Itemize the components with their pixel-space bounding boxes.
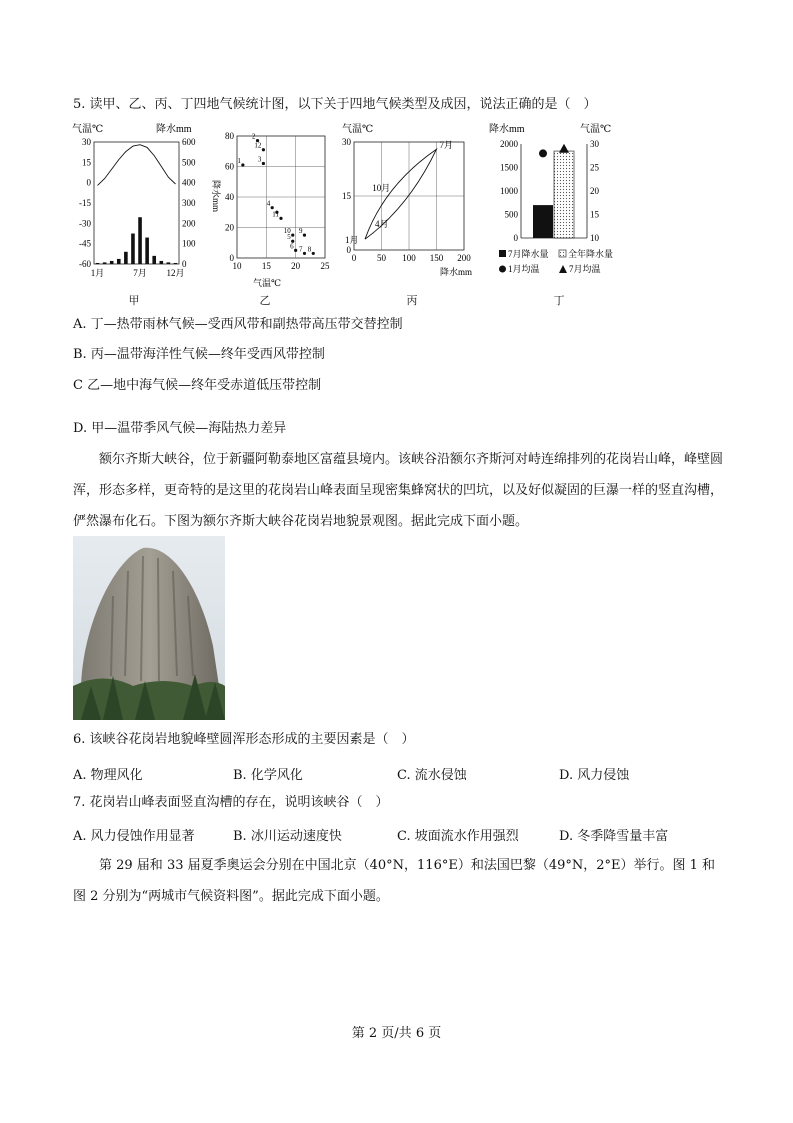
jia-bar — [103, 262, 107, 264]
yi-point — [303, 252, 306, 255]
yi-point — [262, 162, 265, 165]
yi-point-label: 12 — [254, 141, 262, 150]
jia-x-tick: 7月 — [133, 268, 147, 278]
q7-stem: 7. 花岗岩山峰表面竖直沟槽的存在，说明该峡谷（ ） — [73, 795, 389, 810]
jia-bar — [145, 238, 149, 264]
page-footer: 第 2 页/共 6 页 — [351, 1026, 442, 1041]
bing-y-tick: 15 — [342, 191, 351, 201]
yi-point — [294, 249, 297, 252]
yi-point-label: 4 — [266, 199, 271, 208]
jia-left-tick: 0 — [86, 177, 91, 188]
jia-label: 甲 — [128, 294, 140, 307]
q5-option-d: D. 甲—温带季风气候—海陆热力差异 — [73, 421, 287, 436]
bing-y-tick: 30 — [342, 137, 351, 147]
yi-point-label: 5 — [287, 233, 291, 242]
ding-left-tick: 1500 — [500, 162, 518, 173]
passage-olympics: 第 29 届和 33 届夏季奥运会分别在中国北京（40°N，116°E）和法国巴黎（49°N，2°E）举行。图 1 和图 2 分别为“两城市气候资料图”。据此完成下面小题。 — [73, 858, 716, 904]
ding-left-tick: 500 — [504, 209, 518, 220]
yi-label: 乙 — [259, 294, 271, 307]
yi-point-label: 7 — [298, 245, 303, 254]
ding-marker-jan-temp — [539, 149, 547, 157]
granite-landform-photo — [73, 536, 225, 720]
yi-point-label: 8 — [307, 245, 312, 254]
chart-yi — [205, 128, 335, 307]
yi-point-label: 1 — [237, 156, 241, 165]
ding-left-tick: 0 — [513, 233, 518, 243]
yi-x-tick: 25 — [320, 261, 330, 271]
ding-left-tick: 2000 — [500, 139, 518, 149]
ding-right-tick: 15 — [590, 209, 599, 220]
ding-label: 丁 — [553, 294, 565, 307]
jia-bar — [167, 262, 171, 264]
q5-stem: 5. 读甲、乙、丙、丁四地气候统计图，以下关于四地气候类型及成因，说法正确的是（ ） — [73, 97, 597, 112]
bing-month-label: 1月 — [345, 235, 359, 246]
bing-x-tick: 50 — [377, 253, 386, 263]
q5-option-c: C 乙—地中海气候—终年受赤道低压带控制 — [73, 378, 322, 393]
yi-y-tick: 0 — [229, 253, 234, 263]
yi-x-tick: 10 — [232, 261, 242, 271]
jia-left-tick: -15 — [79, 198, 91, 208]
bing-month-label: 10月 — [372, 183, 391, 194]
jia-bar — [124, 252, 128, 264]
bing-x-tick: 100 — [402, 253, 416, 263]
bing-ylabel: 气温℃ — [342, 124, 374, 135]
jia-left-tick: 15 — [82, 157, 91, 168]
jia-bar — [152, 256, 156, 264]
yi-point-label: 6 — [290, 242, 294, 251]
chart-jia-svg — [70, 122, 200, 287]
yi-point — [303, 234, 306, 237]
yi-point — [271, 206, 274, 209]
q6-option-d: D. 风力侵蚀 — [559, 768, 630, 783]
jia-left-tick: -60 — [79, 259, 91, 269]
yi-y-tick: 40 — [225, 192, 234, 202]
yi-point — [262, 148, 265, 151]
jia-bar — [96, 263, 100, 264]
ding-left-title: 降水mm — [489, 124, 525, 135]
jia-right-tick: 0 — [182, 259, 187, 269]
chart-jia — [70, 122, 200, 307]
jia-right-tick: 100 — [182, 238, 196, 249]
ding-legend-0: 7月降水量 — [508, 249, 549, 259]
bing-label: 丙 — [406, 294, 418, 307]
yi-point — [279, 217, 282, 220]
ding-right-tick: 30 — [590, 139, 599, 149]
ding-bar-july-precip — [533, 205, 553, 238]
chart-ding-svg — [487, 122, 627, 282]
jia-right-tick: 400 — [182, 177, 196, 188]
jia-bar — [159, 261, 163, 264]
yi-ylabel: 降水mm — [211, 180, 221, 213]
ding-bar-annual-precip — [554, 151, 574, 238]
q6-option-b: B. 化学风化 — [233, 768, 303, 783]
yi-x-tick: 20 — [291, 261, 301, 271]
bing-x-tick: 0 — [351, 253, 357, 263]
passage-erqisi: 额尔齐斯大峡谷，位于新疆阿勒泰地区富蕴县境内。该峡谷沿额尔齐斯河对峙连绵排列的花岗岩山峰，峰壁圆浑，形态多样，更奇特的是这里的花岗岩山峰表面呈现密集蜂窝状的凹坑，以及好似凝固的巨瀑一样的竖直沟槽，俨然瀑布化石。下图为额尔齐斯大峡谷花岗岩地貌景观图。据此完成下面小题。 — [73, 452, 724, 529]
ding-right-tick: 20 — [590, 186, 599, 196]
jia-x-tick: 1月 — [90, 268, 105, 278]
q6-option-c: C. 流水侵蚀 — [397, 768, 467, 783]
ding-right-title: 气温℃ — [580, 124, 612, 135]
yi-point-label: 10 — [283, 227, 291, 236]
yi-xlabel: 气温℃ — [252, 278, 282, 288]
ding-right-tick: 25 — [590, 162, 599, 173]
jia-right-tick: 600 — [182, 137, 196, 147]
chart-yi-svg — [205, 128, 335, 288]
q5-option-b: B. 丙—温带海洋性气候—终年受西风带控制 — [73, 347, 325, 362]
jia-right-tick: 500 — [182, 157, 196, 168]
yi-y-tick: 60 — [225, 161, 234, 172]
q7-option-d: D. 冬季降雪量丰富 — [559, 829, 669, 844]
q7-option-c: C. 坡面流水作用强烈 — [397, 829, 519, 844]
jia-bar — [110, 261, 114, 264]
jia-bar — [131, 234, 135, 265]
yi-point — [312, 252, 315, 255]
bing-month-label: 4月 — [375, 218, 389, 229]
jia-right-tick: 300 — [182, 198, 196, 208]
yi-point-label: 9 — [298, 227, 303, 236]
bing-xlabel: 降水mm — [440, 267, 473, 277]
bing-y-tick: 0 — [346, 245, 351, 255]
jia-left-tick: -30 — [79, 218, 91, 229]
jia-right-title: 降水mm — [156, 124, 192, 135]
yi-point-label: 2 — [252, 132, 256, 141]
yi-point-label: 3 — [257, 155, 262, 164]
q6-stem: 6. 该峡谷花岗岩地貌峰壁圆浑形态形成的主要因素是（ ） — [73, 732, 415, 747]
ding-legend-1: 全年降水量 — [568, 249, 614, 259]
q5-option-a: A. 丁—热带雨林气候—受西风带和副热带高压带交替控制 — [73, 317, 403, 332]
q7-option-a: A. 风力侵蚀作用显著 — [73, 829, 195, 844]
yi-point-label: 11 — [272, 210, 279, 219]
yi-y-tick: 20 — [225, 222, 234, 233]
chart-ding — [487, 122, 627, 307]
jia-x-tick: 12月 — [166, 268, 185, 278]
jia-left-tick: 30 — [82, 137, 91, 147]
chart-bing-svg — [340, 122, 480, 282]
q7-option-b: B. 冰川运动速度快 — [233, 829, 342, 844]
ding-legend-2: 1月均温 — [508, 264, 540, 274]
yi-y-tick: 80 — [225, 131, 234, 141]
jia-left-title: 气温℃ — [72, 124, 104, 135]
ding-right-tick: 10 — [590, 233, 599, 243]
yi-x-tick: 15 — [261, 261, 271, 271]
ding-legend-3: 7月均温 — [569, 264, 601, 274]
q6-option-a: A. 物理风化 — [73, 768, 143, 783]
jia-bar — [138, 217, 142, 264]
yi-point — [291, 234, 294, 237]
jia-right-tick: 200 — [182, 218, 196, 229]
bing-month-label: 7月 — [439, 140, 454, 151]
chart-bing — [340, 122, 480, 307]
jia-bar — [117, 259, 121, 264]
yi-point — [241, 163, 244, 166]
ding-marker-july-temp — [559, 144, 569, 153]
jia-bar — [174, 263, 178, 264]
bing-x-tick: 200 — [457, 253, 471, 263]
bing-x-tick: 150 — [429, 253, 444, 263]
jia-left-tick: -45 — [79, 238, 91, 249]
ding-left-tick: 1000 — [500, 186, 518, 196]
